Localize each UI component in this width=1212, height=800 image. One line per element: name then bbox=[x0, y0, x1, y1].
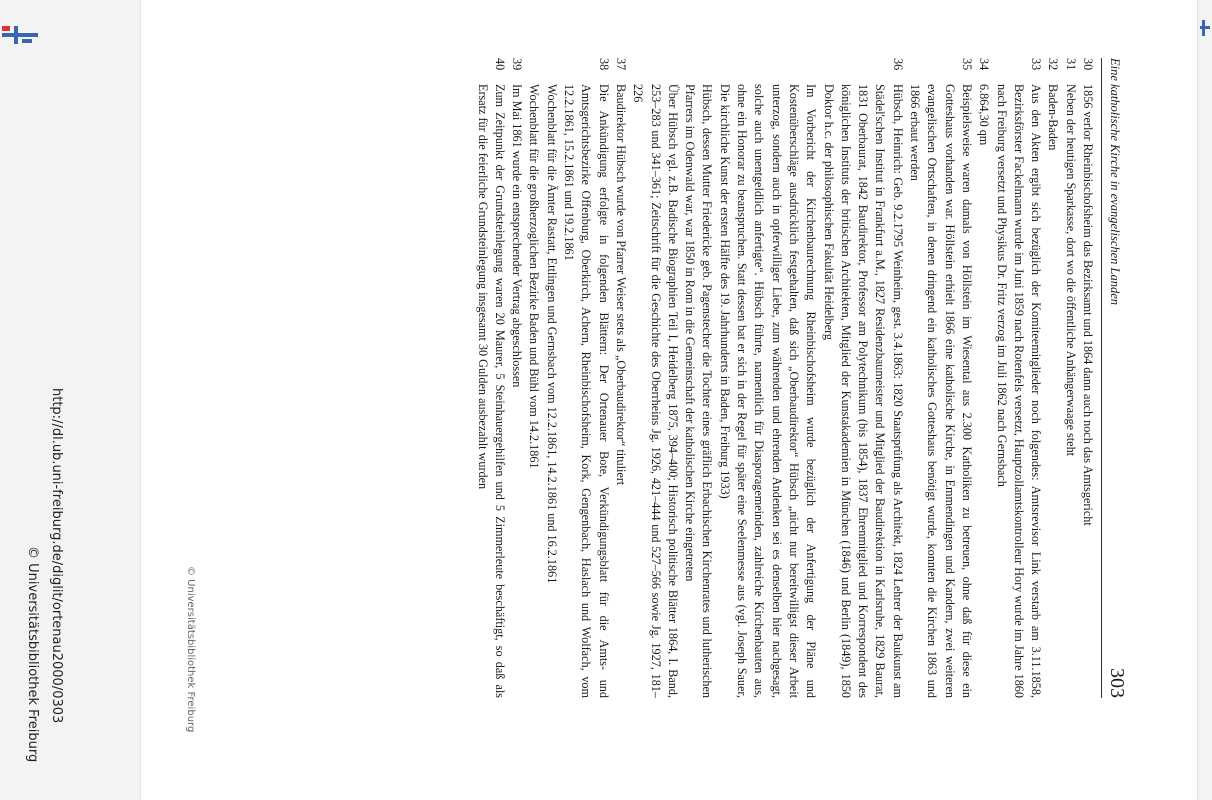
viewer-left-margin bbox=[0, 0, 141, 800]
scanned-page bbox=[25, 0, 1212, 800]
footnote-body bbox=[508, 84, 525, 698]
footnote-number: 38 bbox=[596, 58, 611, 71]
footnote-paragraph: Wochenblatt für die großherzoglichen Bezirke Baden und Bühl vom 14.2.1861 bbox=[527, 84, 542, 469]
footnote-body bbox=[975, 84, 992, 698]
footnote bbox=[975, 58, 992, 698]
footnote-paragraph: Neben der heutigen Sparkasse, dort wo die öffentliche Anhängerwaage steht bbox=[1063, 84, 1078, 457]
footnote bbox=[473, 58, 508, 698]
footnote-number: 31 bbox=[1063, 58, 1078, 71]
footnote bbox=[1044, 58, 1061, 698]
footnotes bbox=[473, 58, 1096, 698]
footnote bbox=[525, 58, 611, 698]
footnote bbox=[1061, 58, 1078, 698]
footnote-number: 37 bbox=[613, 58, 628, 71]
footnote-body bbox=[612, 84, 629, 698]
footnote-number: 36 bbox=[890, 58, 905, 71]
footnote-paragraph: Zum Zeitpunkt der Grundsteinlegung waren 20 Maurer, 5 Steinhauergehilfen und 5 Zimmerleute beschäftigt, so daß als Ersatz für die feierliche Grundsteinlegung insgesamt 30 Gulden ausbezahlt wurden bbox=[475, 84, 507, 698]
footnote-body bbox=[473, 84, 508, 698]
footnote-paragraph: Beispielsweise waren damals von Höllstein im Wiesental aus 2.300 Katholiken zu betreuen, ohne daß für diese ein Gotteshaus vorhanden war. Höllstein erhielt 1866 eine katholische Kirche, in Emmendingen und Kandern, zwei weiteren evangelischen Ortschaften, in denen dringend ein katholisches Gotteshaus benötigt wurde, konnten die Kirchen 1863 und 1866 erbaut werden bbox=[908, 84, 974, 698]
footnote-number: 30 bbox=[1081, 58, 1095, 71]
page-number: 303 bbox=[1106, 668, 1128, 698]
footnote-paragraph: Hübsch, dessen Mutter Friedericke geb. Pagenstecher die Tochter eines gräflich Erbachischen Kirchenrates und lutherischen Pfarrers im Odenwald war, war 1850 in Rom in die Gemeinschaft der katholischen Kirche eingetreten bbox=[683, 84, 715, 698]
footnote-paragraph: Baden-Baden bbox=[1046, 84, 1061, 151]
library-logo-icon bbox=[2, 26, 38, 44]
footnote-paragraph: Die Ankündigung erfolgte in folgenden Blättern: Der Ortenauer Bote, Verkündigungsblatt für die Amts- und Amtsgerichtsbezirke Offenburg, Oberkirch, Achern, Rheinbischofsheim, Kork, Gengenbach, Haslach und Wolfach, vom 12.2.1861, 15.2.1861 und 19.2.1861 bbox=[562, 84, 611, 698]
footnote bbox=[1079, 58, 1096, 698]
source-url[interactable]: http://dl.ub.uni-freiburg.de/diglit/ortenau2000/0303 bbox=[49, 388, 64, 724]
footnote-number: 35 bbox=[959, 58, 974, 71]
footnote bbox=[612, 58, 629, 698]
footnote bbox=[906, 58, 975, 698]
footnote-number: 32 bbox=[1046, 58, 1061, 71]
footnote-body bbox=[992, 84, 1044, 698]
footnote-paragraph: 6.864,30 qm bbox=[977, 84, 992, 146]
footnote-paragraph: Im Mai 1861 wurde ein entsprechender Vertrag abgeschlossen bbox=[510, 84, 525, 388]
footnote-number: 40 bbox=[492, 58, 507, 71]
footnote bbox=[629, 58, 906, 698]
footnote-body bbox=[629, 84, 906, 698]
footnote-paragraph: Aus den Akten ergibt sich bezüglich der Komiteemitglieder noch folgendes: Amtsrevisor Link verstarb am 3.11.1858, Bezirksförster Fackelmann wurde im Juni 1859 nach Rotenfels versetzt, Hauptzollamtskontrolleur Hory wurde im Jahre 1860 nach Freiburg versetzt und Physikus Dr. Fritz verzog im Juli 1862 nach Gernsbach bbox=[994, 84, 1044, 698]
footnote-body bbox=[1061, 84, 1078, 698]
footnote-number: 33 bbox=[1029, 58, 1044, 71]
footnote bbox=[992, 58, 1044, 698]
copyright-notice: © Universitätsbibliothek Freiburg bbox=[25, 546, 40, 763]
footnote-paragraph: Wochenblatt für die Ämter Rastatt, Ettlingen und Gernsbach vom 12.2.1861, 14.2.1861 und 16.2.1861 bbox=[544, 84, 559, 584]
footnote-body bbox=[906, 84, 975, 698]
footnote-number: 34 bbox=[977, 58, 992, 71]
running-head bbox=[1101, 58, 1128, 698]
edge-watermark: © Universitätsbibliothek Freiburg bbox=[185, 566, 196, 733]
footnote-number: 39 bbox=[510, 58, 525, 71]
footnote-body bbox=[525, 84, 611, 698]
footnote-paragraph: Im Vorbericht der Kirchenbaurechnung Rheinbischofsheim wurde bezüglich der Anfertigung der Pläne und Kostenüberschläge ausdrücklich festgehalten, daß sich „Oberbaudirektor“ Hübsch „nicht nur bereitwilligst dieser Arbeit unterzog, sondern auch in opferwilliger Liebe, zum währenden und ehrenden Andenken sei es denselben hier nachgesagt, solche auch unentgeldlich anfertigte“. Hübsch führte, namentlich für Diasporagemeinden, zahlreiche Kirchenbauten aus, ohne ein Honorar zu beanspruchen. Statt dessen bat er sich in der Regel für später eine Seelenmesse aus (vgl. Joseph Sauer, Die kirchliche Kunst der ersten Hälfte des 19. Jahrhunderts in Baden, Freiburg 1933) bbox=[717, 84, 819, 698]
running-title: Eine katholische Kirche in evangelischen Landen bbox=[1108, 58, 1122, 306]
footnote-paragraph: Baudirektor Hübsch wurde von Pfarrer Weiser stets als „Oberbaudirektor“ tituliert bbox=[613, 84, 628, 486]
footnote-paragraph: 1856 verlor Rheinbischofsheim das Bezirksamt und 1864 dann auch noch das Amtsgericht bbox=[1081, 84, 1095, 526]
footnote bbox=[508, 58, 525, 698]
footnote-body bbox=[1079, 84, 1096, 698]
footnote-body bbox=[1044, 84, 1061, 698]
footnote-paragraph: Über Hübsch vgl. z.B. Badische Biographien Teil I, Heidelberg 1875, 394–400; Historisch politische Blätter 1864, I. Band, 253–283 und 341–361; Zeitschrift für die Geschichte des Oberrheins Jg. 1926, 421–444 und 527–566 sowie Jg. 1927, 181–226 bbox=[631, 84, 680, 698]
footnote-paragraph: Hübsch, Heinrich: Geb. 9.2.1795 Weinheim, gest. 3.4.1863: 1820 Staatsprüfung als Architekt, 1824 Lehrer der Baukunst am Städel'schen Institut in Frankfurt a.M., 1827 Residenzbaumeister und Mitglied der Baudirektion in Karlsruhe, 1829 Baurat, 1831 Oberbaurat, 1842 Baudirektor, Professor am Polytechnikum (bis 1854), 1837 Ehrenmitglied und Korrespondent des königlichen Instituts der britischen Architekten, Mitglied der Kunstakademien in München (1846) und Berlin (1849), 1850 Doktor h.c. der philosophischen Fakultät Heidelberg bbox=[821, 84, 905, 698]
